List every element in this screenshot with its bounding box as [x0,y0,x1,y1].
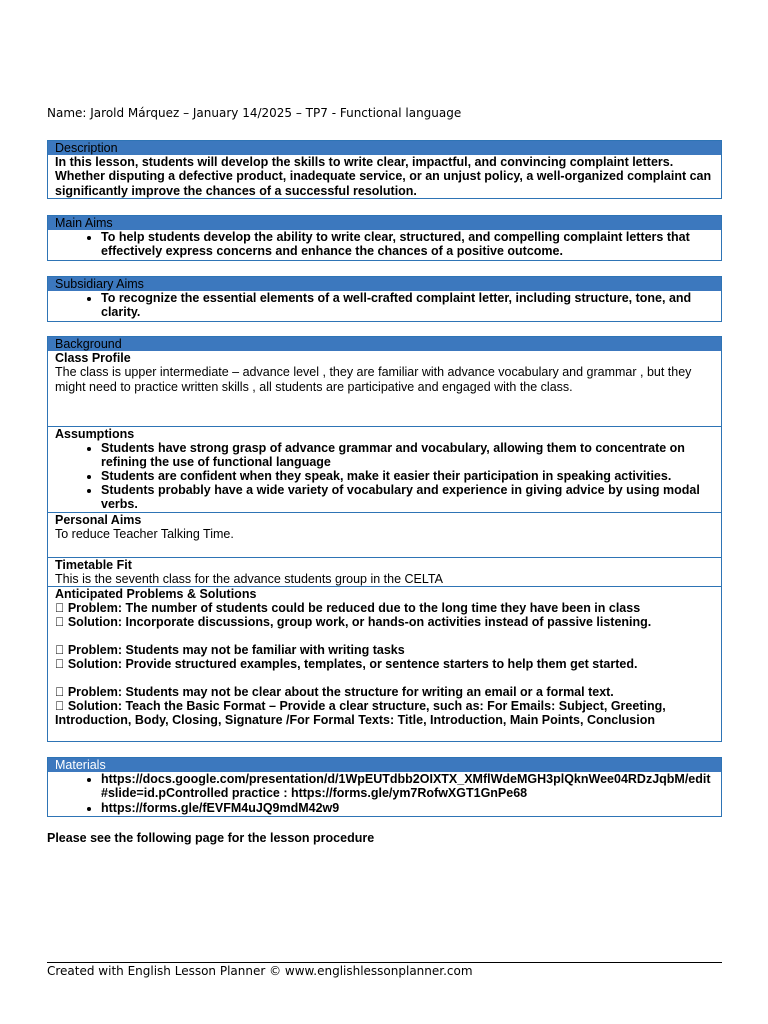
personal-aims [48,512,721,557]
description-section [47,140,722,199]
subsidiary-aims-title: Subsidiary Aims [48,277,721,291]
assumptions-title: Assumptions [55,427,135,441]
timetable-fit-text: This is the seventh class for the advance students group in the CELTA [55,572,443,586]
header-line: Name: Jarold Márquez – January 14/2025 – TP7 - Functional language [47,106,462,120]
solution-line: Solution: Teach the Basic Format – Provide a clear structure, such as: For Emails: Subject, Greeting, Introduction, Body, Closing, Signature /For Formal Texts: Title, Introduction, Main Points, Conclusion [55,699,656,727]
problems-title: Anticipated Problems & Solutions [55,587,257,601]
footer-divider [47,962,722,963]
timetable-fit [48,557,721,586]
materials-section [47,757,722,817]
background-title: Background [48,337,721,351]
main-aims-section [47,215,722,261]
materials-title: Materials [48,758,721,772]
assumption-item: • Students have strong grasp of advance grammar and vocabulary, allowing them to concentrate on refining the use of functional language [101,441,714,469]
subsidiary-aim-item: • To recognize the essential elements of a well-crafted complaint letter, including structure, tone, and clarity. [101,291,714,320]
assumptions [48,426,721,512]
material-link[interactable]: • https://docs.google.com/presentation/d/1WpEUTdbb2OIXTX_XMflWdeMGH3plQknWee04RDzJqbM/edit#slide=id.pControlled practice : https://forms.gle/ym7RofwXGT1GnPe68 [101,772,714,801]
class-profile [48,351,721,426]
footer-text: Created with English Lesson Planner © www.englishlessonplanner.com [47,964,473,978]
personal-aims-title: Personal Aims [55,513,142,527]
assumption-item: • Students probably have a wide variety of vocabulary and experience in giving advice by using modal verbs. [101,483,714,511]
following-page-note: Please see the following page for the lesson procedure [47,831,375,845]
main-aim-item: • To help students develop the ability to write clear, structured, and compelling complaint letters that effectively express concerns and enhance the chances of a positive outcome. [101,230,714,259]
description-text: In this lesson, students will develop the skills to write clear, impactful, and convincing complaint letters. Whether disputing a defective product, inadequate service, or an unjust policy, a well-organized complaint can significantly improve the chances of a successful resolution. [55,155,712,198]
description-title: Description [48,141,721,155]
problem-line: Problem: The number of students could be reduced due to the long time they have been in class [55,601,628,615]
background-section [47,336,722,742]
material-link[interactable]: • https://forms.gle/fEVFM4uJQ9mdM42w9 [101,801,714,815]
timetable-fit-title: Timetable Fit [55,558,132,572]
main-aims-title: Main Aims [48,216,721,230]
subsidiary-aims-section [47,276,722,322]
problem-line: Problem: Students may not be familiar with writing tasks [55,643,392,657]
personal-aims-text: To reduce Teacher Talking Time. [55,527,234,541]
solution-line: Solution: Provide structured examples, templates, or sentence starters to help them get started. [55,657,625,671]
class-profile-title: Class Profile [55,351,131,365]
problem-line: Problem: Students may not be clear about the structure for writing an email or a formal text. [55,685,601,699]
assumption-item: • Students are confident when they speak, make it easier their participation in speaking activities. [101,469,714,483]
solution-line: Solution: Incorporate discussions, group work, or hands-on activities instead of passive listening. [55,615,639,629]
anticipated-problems [48,586,721,741]
class-profile-text: The class is upper intermediate – advance level , they are familiar with advance vocabulary and grammar , but they might need to practice written skills , all students are participative and engaged with the class. [55,365,692,394]
